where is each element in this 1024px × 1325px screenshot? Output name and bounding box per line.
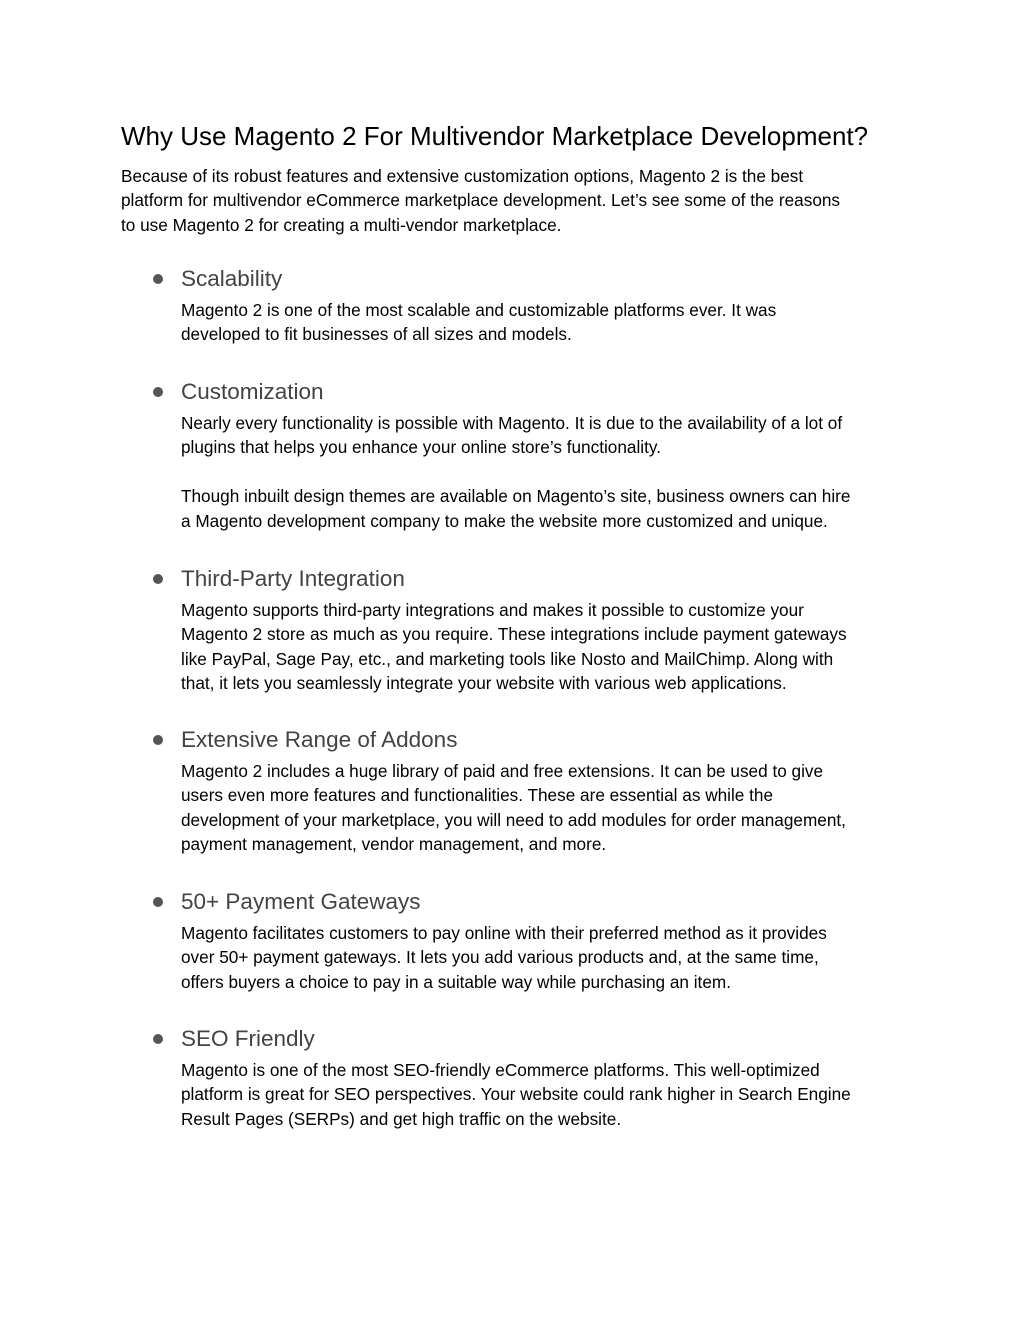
section-paragraph	[181, 484, 906, 533]
section-body	[151, 598, 911, 696]
text-line: like PayPal, Sage Pay, etc., and marketing tools like Nosto and MailChimp. Along with	[181, 648, 834, 669]
section-body	[151, 759, 911, 857]
intro-line: to use Magento 2 for creating a multi-vendor marketplace.	[121, 214, 562, 235]
text-line: development of your marketplace, you will need to add modules for order management,	[181, 809, 846, 830]
section-extensive-range-of-addons	[151, 725, 911, 857]
intro-line: platform for multivendor eCommerce marketplace development. Let’s see some of the reasons	[121, 190, 841, 211]
section-heading	[151, 264, 911, 294]
section-heading	[151, 564, 911, 594]
section-paragraph	[181, 1058, 906, 1131]
text-line: offers buyers a choice to pay in a suitable way while purchasing an item.	[181, 971, 731, 992]
section-heading	[151, 725, 911, 755]
section-paragraph	[181, 298, 906, 347]
text-line: Magento 2 store as much as you require. These integrations include payment gateways	[181, 624, 847, 645]
text-line: Result Pages (SERPs) and get high traffic on the website.	[181, 1108, 622, 1129]
document-title: Why Use Magento 2 For Multivendor Marketplace Development?	[121, 121, 869, 151]
bullet-icon	[153, 735, 163, 745]
section-heading-text: Scalability	[181, 266, 283, 291]
section-body	[151, 411, 911, 533]
section-payment-gateways	[151, 887, 911, 994]
text-line: Magento facilitates customers to pay online with their preferred method as it provides	[181, 923, 827, 943]
section-heading-text: 50+ Payment Gateways	[181, 889, 421, 914]
section-paragraph	[181, 759, 906, 857]
text-line: users even more features and functionalities. These are essential as while the	[181, 785, 774, 806]
section-heading-text: SEO Friendly	[181, 1026, 315, 1051]
section-heading	[151, 1024, 911, 1054]
bullet-icon	[153, 574, 163, 584]
text-line: platform is great for SEO perspectives. Your website could rank higher in Search Engine	[181, 1084, 851, 1105]
section-body	[151, 298, 911, 347]
text-line: payment management, vendor management, and more.	[181, 834, 607, 855]
text-line: over 50+ payment gateways. It lets you add various products and, at the same time,	[181, 947, 819, 968]
section-heading-text: Third-Party Integration	[181, 566, 405, 591]
section-heading-text: Customization	[181, 379, 324, 404]
bullet-icon	[153, 1034, 163, 1044]
text-line: developed to fit businesses of all sizes and models.	[181, 324, 572, 345]
bullet-icon	[153, 274, 163, 284]
section-heading	[151, 377, 911, 407]
section-seo-friendly	[151, 1024, 911, 1131]
text-line: Magento is one of the most SEO-friendly eCommerce platforms. This well-optimized	[181, 1060, 820, 1080]
text-line: a Magento development company to make the website more customized and unique.	[181, 510, 828, 531]
section-body	[151, 921, 911, 994]
text-line: that, it lets you seamlessly integrate your website with various web applications.	[181, 673, 787, 694]
section-paragraph	[181, 411, 906, 460]
text-line: Magento 2 includes a huge library of paid and free extensions. It can be used to give	[181, 761, 824, 781]
section-scalability	[151, 264, 911, 347]
section-body	[151, 1058, 911, 1131]
bullet-icon	[153, 897, 163, 907]
text-line: plugins that helps you enhance your online store’s functionality.	[181, 437, 661, 458]
section-third-party-integration	[151, 564, 911, 696]
bullet-icon	[153, 387, 163, 397]
text-line: Though inbuilt design themes are available on Magento’s site, business owners can hire	[181, 486, 851, 507]
section-paragraph	[181, 921, 906, 994]
text-line: Magento 2 is one of the most scalable and customizable platforms ever. It was	[181, 300, 777, 320]
text-line: Nearly every functionality is possible with Magento. It is due to the availability of a lot of	[181, 413, 843, 433]
text-line: Magento supports third-party integrations and makes it possible to customize your	[181, 600, 804, 620]
section-customization	[151, 377, 911, 533]
section-heading-text: Extensive Range of Addons	[181, 727, 458, 752]
intro-line: Because of its robust features and extensive customization options, Magento 2 is the best	[121, 166, 804, 186]
intro-paragraph	[121, 164, 911, 237]
section-paragraph	[181, 598, 906, 696]
section-heading	[151, 887, 911, 917]
